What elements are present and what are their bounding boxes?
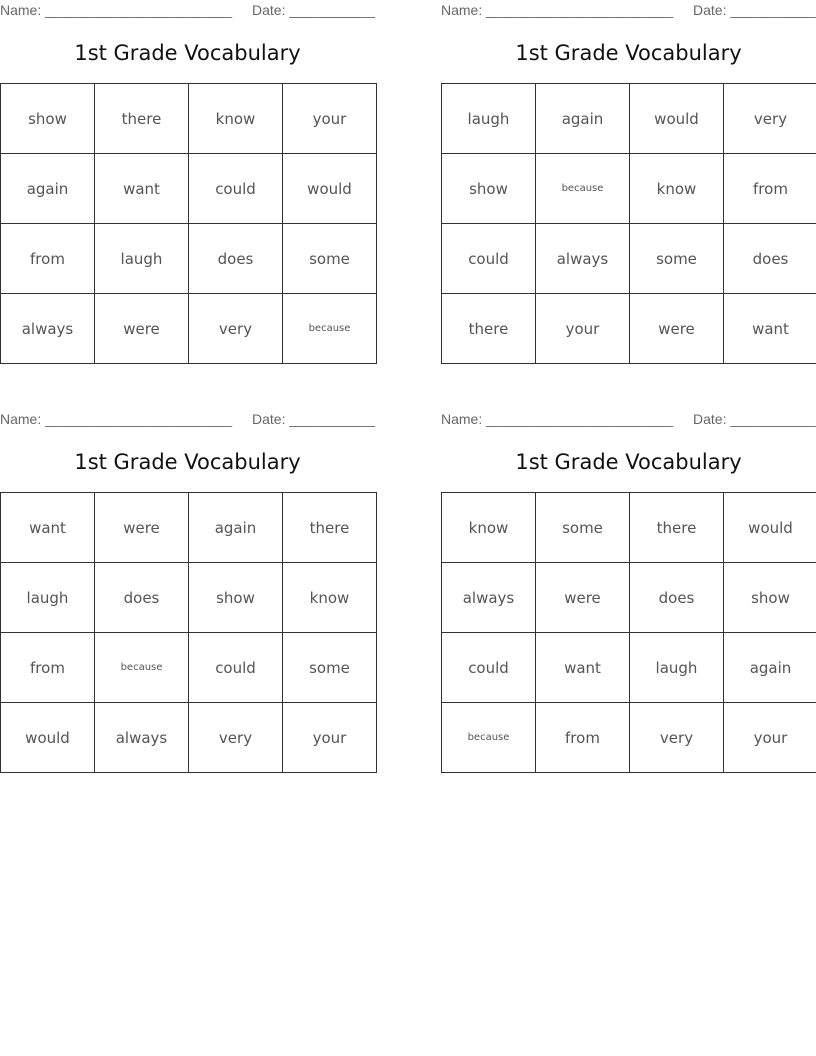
word-cell: know (283, 563, 377, 633)
word-cell: know (442, 493, 536, 563)
word-cell: could (442, 633, 536, 703)
grid-row (1, 224, 377, 294)
grid-row (1, 633, 377, 703)
bingo-card-1 (0, 0, 375, 364)
word-cell: some (283, 224, 377, 294)
word-cell: again (724, 633, 816, 703)
word-cell: again (1, 154, 95, 224)
word-cell: want (95, 154, 189, 224)
word-cell: always (536, 224, 630, 294)
name-field-label: Name: ________________________ (441, 411, 673, 427)
grid-row (442, 703, 816, 773)
word-cell: laugh (1, 563, 95, 633)
word-cell: know (189, 84, 283, 154)
word-cell: show (1, 84, 95, 154)
name-field-label: Name: ________________________ (441, 2, 673, 18)
word-cell: from (1, 633, 95, 703)
word-cell: there (283, 493, 377, 563)
card-title: 1st Grade Vocabulary (515, 41, 742, 65)
grid-row (442, 633, 816, 703)
word-cell: does (630, 563, 724, 633)
word-cell: because (283, 294, 377, 364)
word-cell: does (189, 224, 283, 294)
word-grid (0, 492, 377, 773)
word-cell: laugh (95, 224, 189, 294)
date-field-label: Date: ___________ (693, 2, 816, 18)
word-cell: were (95, 493, 189, 563)
grid-row (442, 154, 816, 224)
name-date-line (441, 411, 816, 429)
grid-row (442, 563, 816, 633)
word-cell: again (189, 493, 283, 563)
word-cell: from (536, 703, 630, 773)
word-grid (0, 83, 377, 364)
grid-row (1, 493, 377, 563)
word-cell: some (283, 633, 377, 703)
grid-row (442, 224, 816, 294)
word-cell: would (724, 493, 816, 563)
word-cell: would (630, 84, 724, 154)
word-cell: there (95, 84, 189, 154)
word-cell: show (189, 563, 283, 633)
word-cell: were (536, 563, 630, 633)
word-cell: there (630, 493, 724, 563)
word-cell: would (1, 703, 95, 773)
card-title: 1st Grade Vocabulary (515, 450, 742, 474)
word-cell: would (283, 154, 377, 224)
word-cell: your (283, 703, 377, 773)
word-cell: want (536, 633, 630, 703)
word-cell: could (442, 224, 536, 294)
name-date-line (0, 411, 375, 429)
word-cell: always (442, 563, 536, 633)
word-grid (441, 492, 816, 773)
bingo-card-4 (441, 409, 816, 773)
word-cell: show (724, 563, 816, 633)
date-field-label: Date: ___________ (693, 411, 816, 427)
word-cell: your (536, 294, 630, 364)
word-cell: from (1, 224, 95, 294)
word-cell: always (95, 703, 189, 773)
word-cell: laugh (442, 84, 536, 154)
word-cell: could (189, 633, 283, 703)
grid-row (442, 84, 816, 154)
word-cell: very (189, 294, 283, 364)
word-cell: could (189, 154, 283, 224)
grid-row (442, 294, 816, 364)
word-cell: your (283, 84, 377, 154)
word-cell: very (724, 84, 816, 154)
word-cell: there (442, 294, 536, 364)
grid-row (1, 84, 377, 154)
bingo-card-3 (0, 409, 375, 773)
grid-row (1, 703, 377, 773)
card-title: 1st Grade Vocabulary (74, 450, 301, 474)
word-cell: your (724, 703, 816, 773)
word-cell: very (189, 703, 283, 773)
word-cell: know (630, 154, 724, 224)
word-cell: were (95, 294, 189, 364)
word-cell: from (724, 154, 816, 224)
name-date-line (0, 2, 375, 20)
card-title: 1st Grade Vocabulary (74, 41, 301, 65)
bingo-card-2 (441, 0, 816, 364)
grid-row (1, 294, 377, 364)
word-cell: does (724, 224, 816, 294)
word-cell: very (630, 703, 724, 773)
word-grid (441, 83, 816, 364)
word-cell: show (442, 154, 536, 224)
name-date-line (441, 2, 816, 20)
word-cell: because (536, 154, 630, 224)
date-field-label: Date: ___________ (252, 411, 375, 427)
grid-row (1, 563, 377, 633)
word-cell: were (630, 294, 724, 364)
word-cell: want (1, 493, 95, 563)
word-cell: does (95, 563, 189, 633)
word-cell: some (630, 224, 724, 294)
word-cell: laugh (630, 633, 724, 703)
grid-row (1, 154, 377, 224)
word-cell: again (536, 84, 630, 154)
word-cell: always (1, 294, 95, 364)
name-field-label: Name: ________________________ (0, 411, 232, 427)
word-cell: some (536, 493, 630, 563)
word-cell: want (724, 294, 816, 364)
word-cell: because (95, 633, 189, 703)
name-field-label: Name: ________________________ (0, 2, 232, 18)
word-cell: because (442, 703, 536, 773)
grid-row (442, 493, 816, 563)
date-field-label: Date: ___________ (252, 2, 375, 18)
